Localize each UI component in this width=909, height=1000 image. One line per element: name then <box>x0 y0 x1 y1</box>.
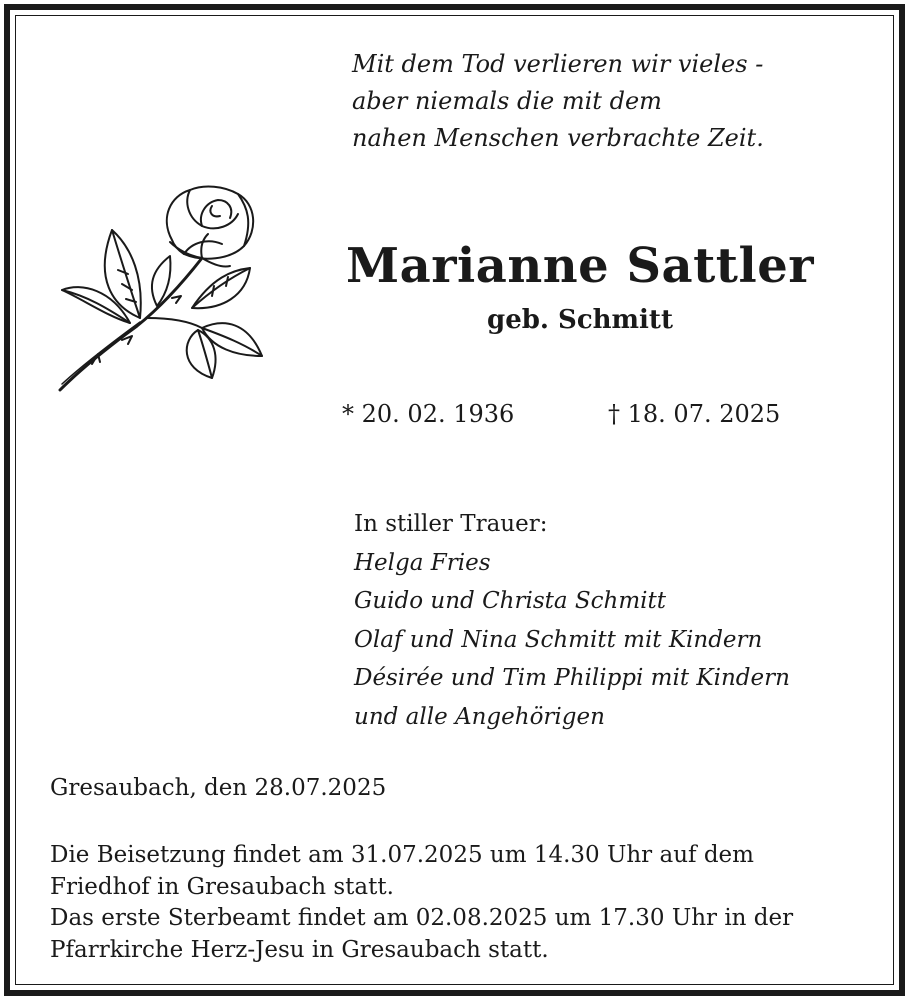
mourner-name: Helga Fries <box>354 549 491 576</box>
quote-line-1: Mit dem Tod verlieren wir vieles - <box>352 50 764 78</box>
place-date: Gresaubach, den 28.07.2025 <box>50 775 387 801</box>
mourners-intro: In stiller Trauer: <box>354 511 548 537</box>
funeral-line: Die Beisetzung findet am 31.07.2025 um 14.30 Uhr auf dem <box>50 842 754 868</box>
mourner-name: Désirée und Tim Philippi mit Kindern <box>354 665 790 691</box>
funeral-line: Pfarrkirche Herz-Jesu in Gresaubach statt. <box>50 936 549 963</box>
mourner-name: Olaf und Nina Schmitt mit Kindern <box>354 626 763 653</box>
quote-line-3: nahen Menschen verbrachte Zeit. <box>352 124 764 152</box>
death-date: † 18. 07. 2025 <box>608 400 781 428</box>
rose-icon <box>52 178 267 398</box>
mourners-names <box>354 544 790 737</box>
mourner-name: Guido und Christa Schmitt <box>354 588 667 614</box>
funeral-info <box>50 840 793 966</box>
birth-date: * 20. 02. 1936 <box>342 400 515 428</box>
maiden-name: geb. Schmitt <box>487 305 673 335</box>
mourner-name: und alle Angehörigen <box>354 703 605 730</box>
quote-line-2: aber niemals die mit dem <box>352 87 662 115</box>
mourners-block <box>354 505 790 736</box>
funeral-line: Das erste Sterbeamt findet am 02.08.2025 um 17.30 Uhr in der <box>50 905 794 931</box>
memorial-quote <box>352 46 764 157</box>
deceased-name: Marianne Sattler <box>345 238 815 294</box>
funeral-line: Friedhof in Gresaubach statt. <box>50 873 394 900</box>
